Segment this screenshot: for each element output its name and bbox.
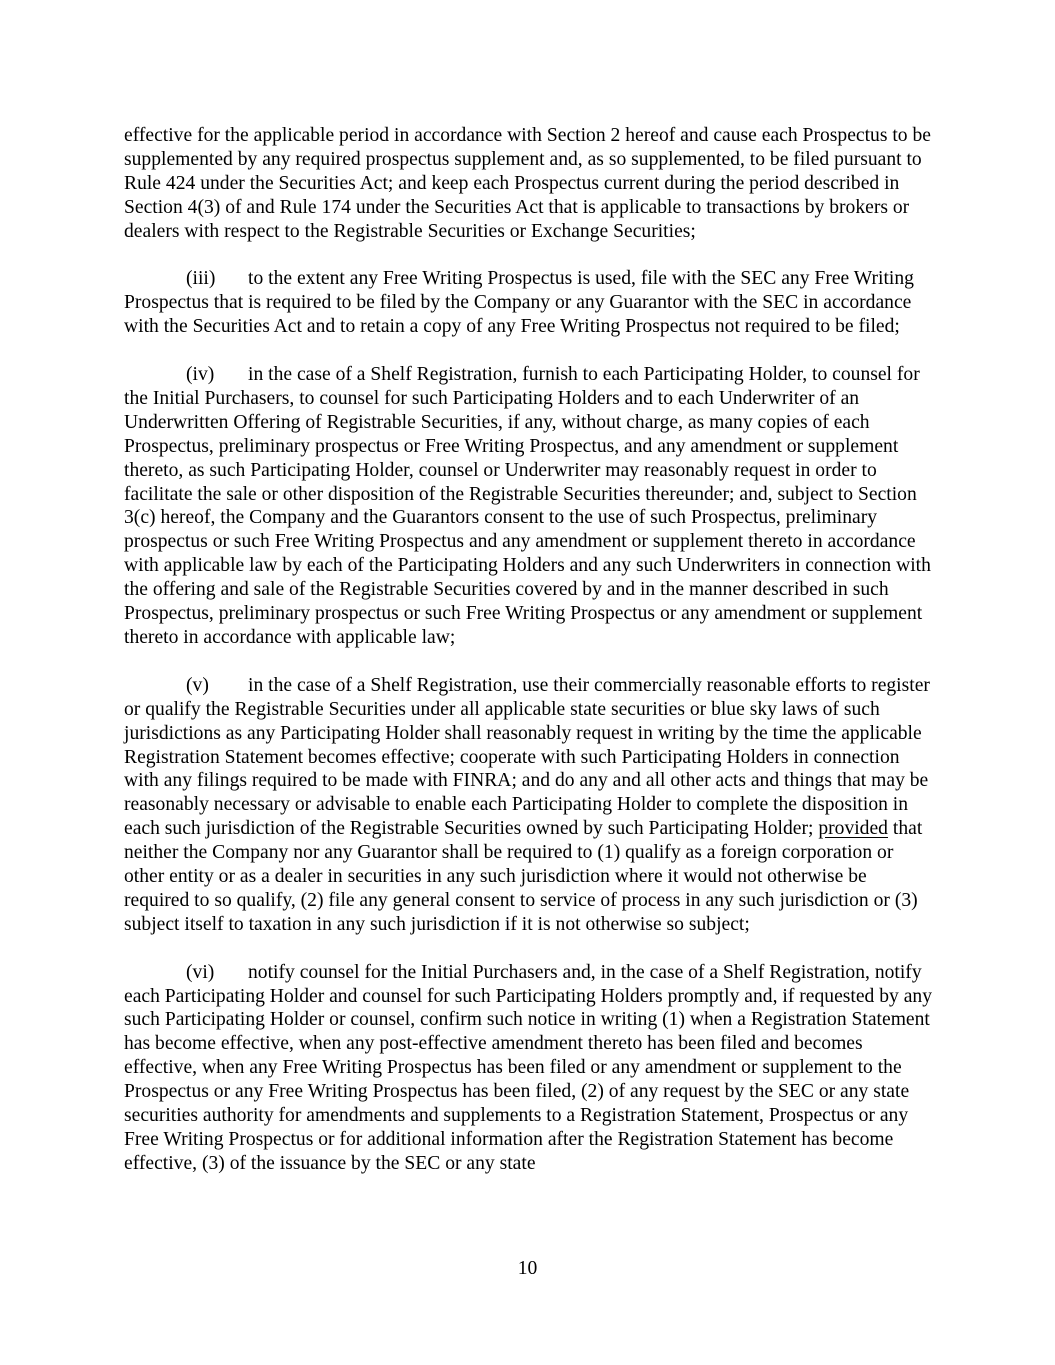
clause-number: (iii) [186, 268, 216, 290]
paragraph-continued [124, 124, 936, 244]
page-number: 10 [517, 1258, 538, 1279]
paragraph-text-before: in the case of a Shelf Registration, use their commercially reasonable efforts to register or qualify the Registrable Securities under all applicable state securities or blue sky laws of such jurisdictions as any Participating Holder shall reasonably request in writing by the time the applicable Registration Statement becomes effective; cooperate with such Participating Holders in connection with any filings required to be made with FINRA; and do any and all other acts and things that may be reasonably necessary or advisable to enable each Participating Holder to complete the disposition in each such jurisdiction of the Registrable Securities owned by such Participating Holder; [124, 674, 930, 840]
clause-number: (vi) [186, 961, 215, 983]
paragraph-text: to the extent any Free Writing Prospectus is used, file with the SEC any Free Writing Prospectus that is required to be filed by the Company or any Guarantor with the SEC in accordance with the Securities Act and to retain a copy of any Free Writing Prospectus not required to be filed; [124, 268, 914, 338]
paragraph-clause-v [124, 674, 936, 937]
paragraph-text-after: that neither the Company nor any Guarantor shall be required to (1) qualify as a foreign corporation or other entity or as a dealer in securities in any such jurisdiction where it would not otherwise be required to so qualify, (2) file any general consent to service of process in any such jurisdiction or (3) subject itself to taxation in any such jurisdiction if it is not otherwise so subject; [124, 818, 923, 935]
paragraph-clause-iii [124, 267, 936, 339]
paragraph-text: effective for the applicable period in accordance with Section 2 hereof and cause each Prospectus to be supplemented by any required prospectus supplement and, as so supplemented, to be filed pursuant to Rule 424 under the Securities Act; and keep each Prospectus current during the period described in Section 4(3) of and Rule 174 under the Securities Act that is applicable to transactions by brokers or dealers with respect to the Registrable Securities or Exchange Securities; [124, 125, 931, 242]
paragraph-text: in the case of a Shelf Registration, furnish to each Participating Holder, to counsel for the Initial Purchasers, to counsel for such Participating Holders and to each Underwriter of an Underwritten Offering of Registrable Securities, if any, without charge, as many copies of each Prospectus, preliminary prospectus or Free Writing Prospectus, and any amendment or supplement thereto, as such Participating Holder, counsel or Underwriter may reasonably request in order to facilitate the sale or other disposition of the Registrable Securities thereunder; and, subject to Section 3(c) hereof, the Company and the Guarantors consent to the use of such Prospectus, preliminary prospectus or such Free Writing Prospectus and any amendment or supplement thereto in accordance with applicable law by each of the Participating Holders and any such Underwriters in connection with the offering and sale of the Registrable Securities covered by and in the manner described in such Prospectus, preliminary prospectus or such Free Writing Prospectus or any amendment or supplement thereto in accordance with applicable law; [124, 364, 931, 648]
paragraph-text: notify counsel for the Initial Purchasers and, in the case of a Shelf Registration, notify each Participating Holder and counsel for such Participating Holders promptly and, if requested by any such Participating Holder or counsel, confirm such notice in writing (1) when a Registration Statement has become effective, when any post-effective amendment thereto has been filed and becomes effective, when any Free Writing Prospectus has been filed or any amendment or supplement to the Prospectus or any Free Writing Prospectus has been filed, (2) of any request by the SEC or any state securities authority for amendments and supplements to a Registration Statement, Prospectus or any Free Writing Prospectus or for additional information after the Registration Statement has become effective, (3) of the issuance by the SEC or any state [124, 961, 933, 1174]
paragraph-clause-iv [124, 363, 936, 650]
paragraph-clause-vi [124, 961, 936, 1176]
underlined-term-provided: provided [818, 818, 888, 840]
clause-number: (v) [186, 674, 209, 696]
clause-number: (iv) [186, 364, 215, 386]
document-body [124, 124, 936, 1200]
